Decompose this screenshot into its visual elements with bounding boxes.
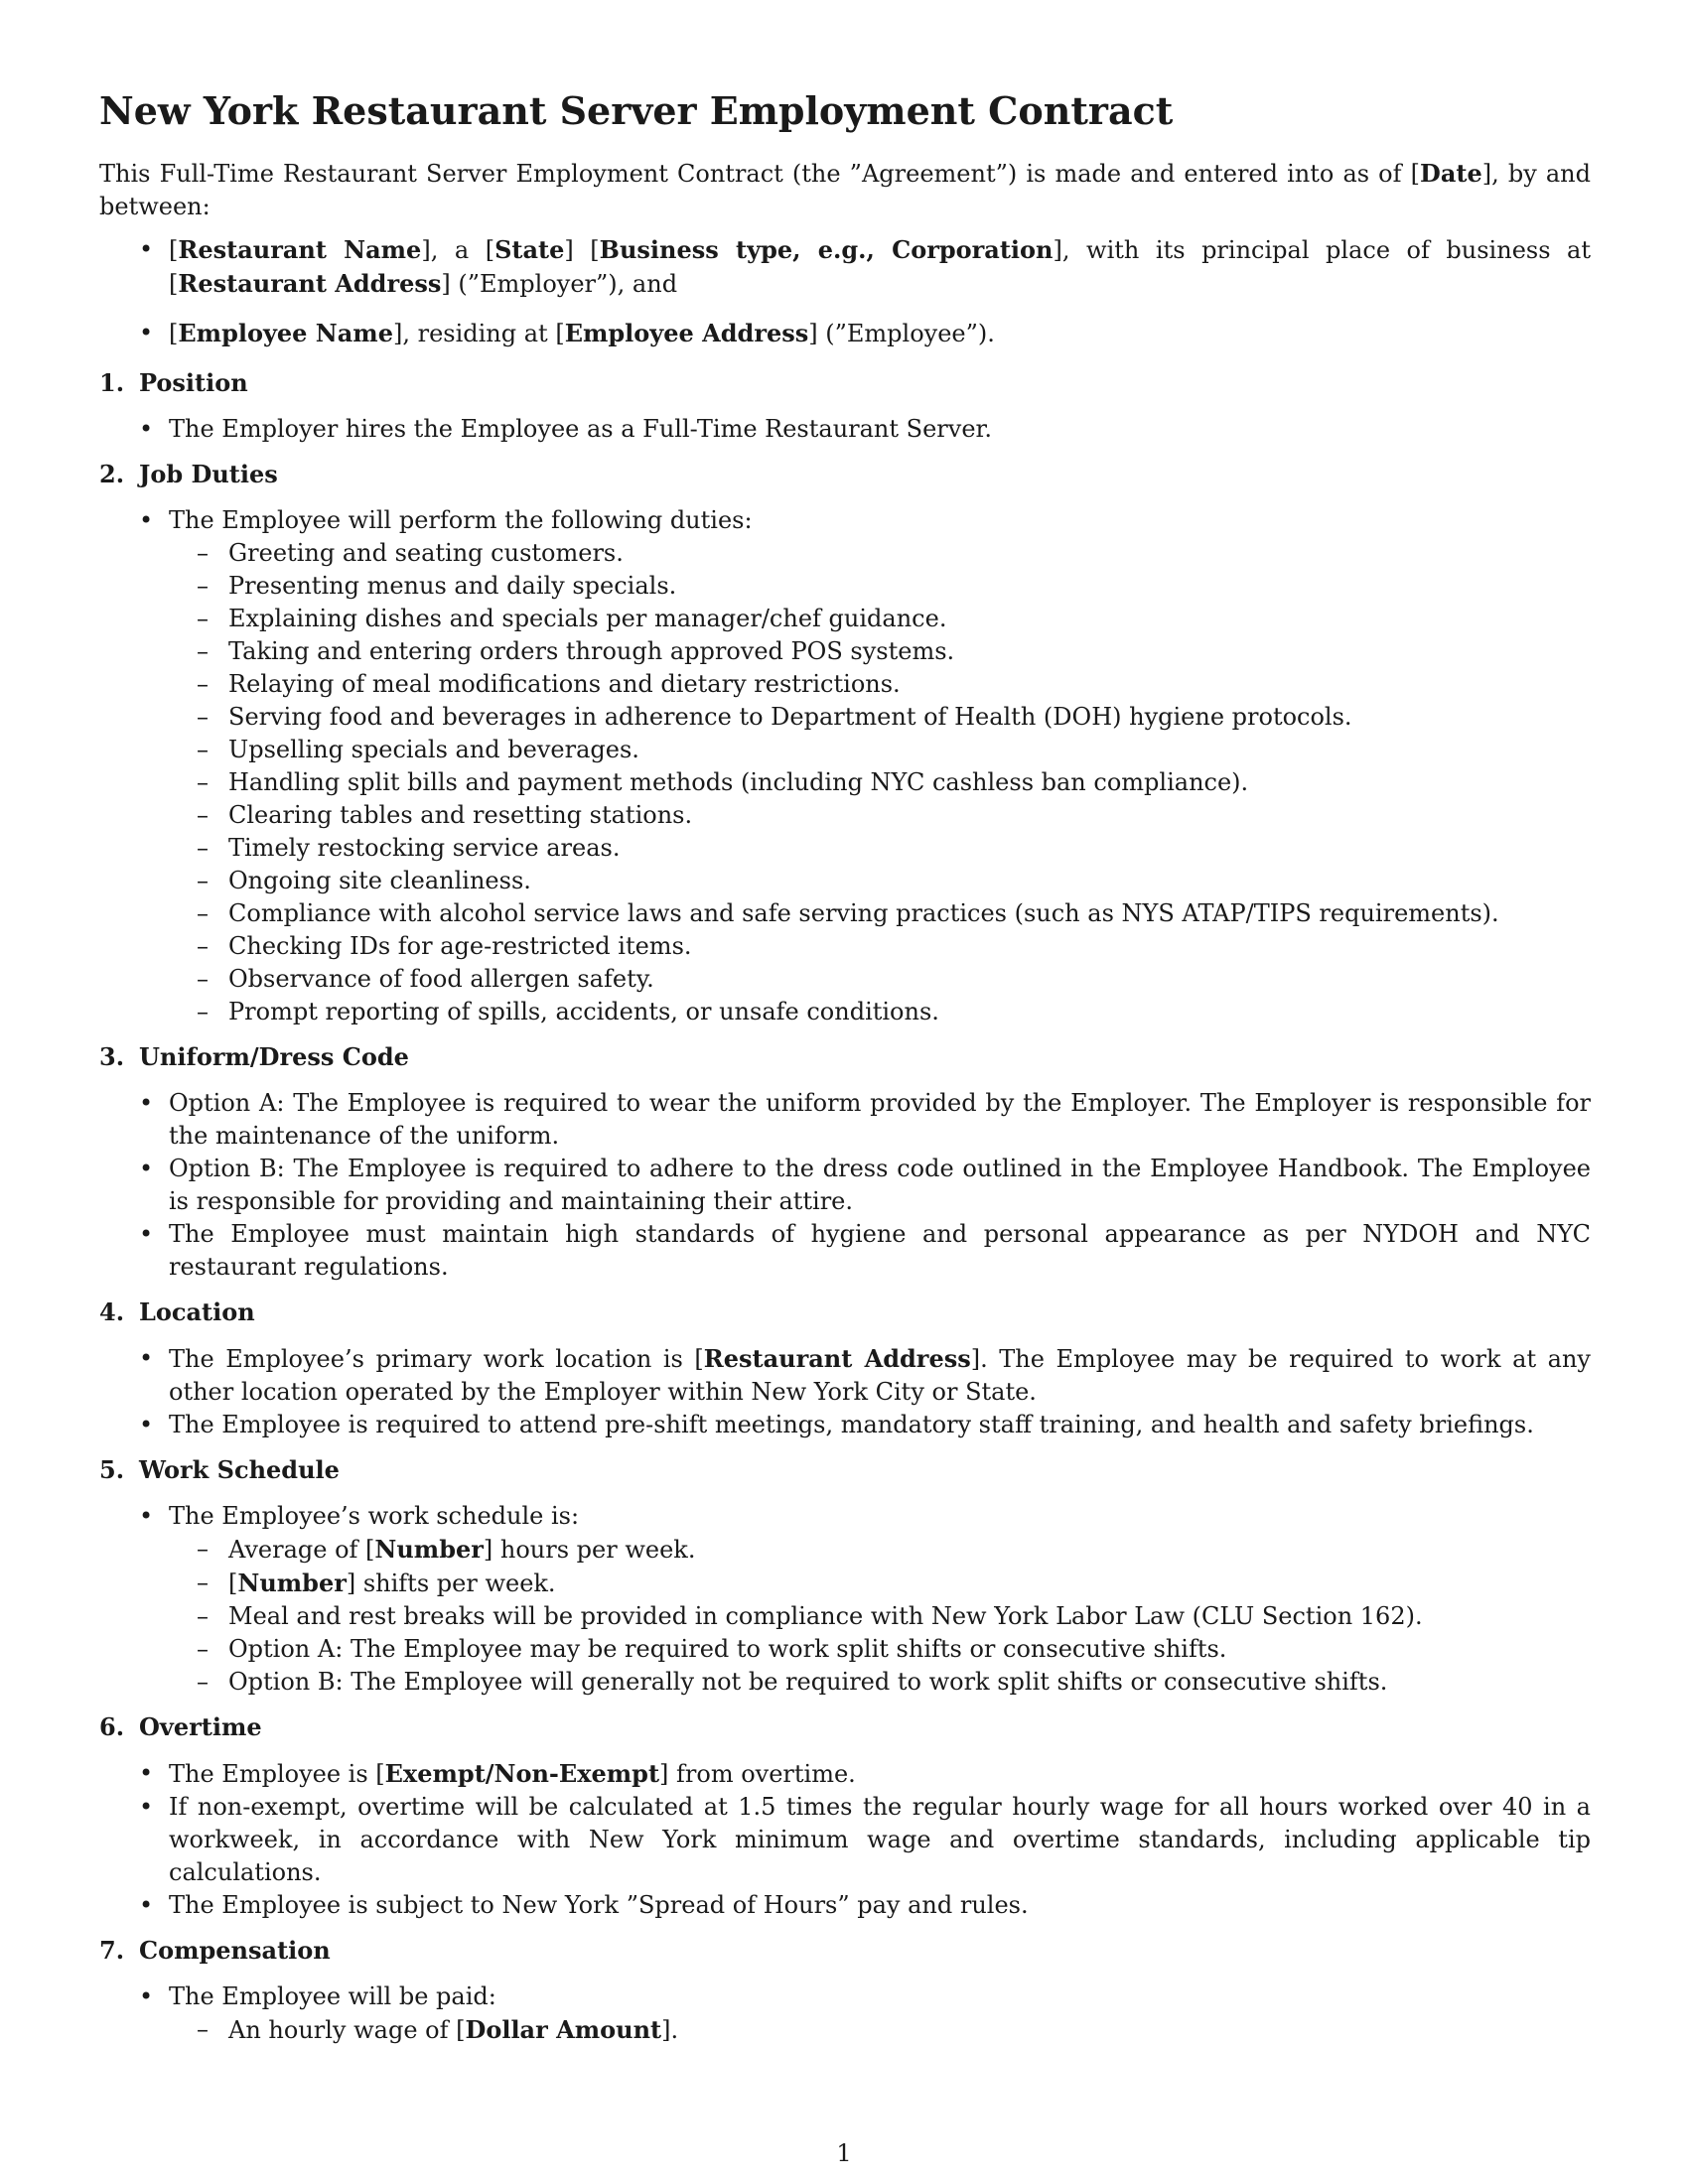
list-item: • Option A: The Employee is required to wear the uniform provided by the Employer. The Employer is responsible for the maintenance of the uniform. (139, 1089, 1591, 1150)
intro-text: This Full-Time Restaurant Server Employment Contract (the ”Agreement”) is made and entered into as of [ (99, 160, 1420, 188)
sub-item: – Greeting and seating customers. (197, 539, 624, 567)
restaurant-name-placeholder: Restaurant Name (178, 235, 422, 264)
list-item: • The Employee must maintain high standards of hygiene and personal appearance as per NYDOH and NYC restaurant regulations. (139, 1220, 1591, 1281)
sub-item: – Serving food and beverages in adherence to Department of Health (DOH) hygiene protocols. (197, 703, 1352, 731)
list-item: • The Employer hires the Employee as a Full-Time Restaurant Server. (139, 415, 993, 443)
sub-item: – Handling split bills and payment methods (including NYC cashless ban compliance). (197, 768, 1249, 796)
list-item: • The Employee’s primary work location is [Restaurant Address]. The Employee may be required to work at any other location operated by the Employer within New York City or State. (139, 1344, 1591, 1406)
sub-item: – Upselling specials and beverages. (197, 736, 639, 763)
section-heading: 5. Work Schedule (99, 1455, 340, 1484)
employee-address-placeholder: Employee Address (564, 319, 809, 347)
date-placeholder: Date (1420, 159, 1482, 188)
section-heading: 2. Job Duties (99, 460, 278, 488)
section-overtime (99, 1710, 1591, 1922)
duties-sublist (169, 537, 1591, 1028)
list-item: • Option B: The Employee is required to adhere to the dress code outlined in the Employee Handbook. The Employee is responsible for providing and maintaining their attire. (139, 1155, 1591, 1215)
sub-item: – Clearing tables and resetting stations. (197, 801, 693, 829)
list-item: • The Employee’s work schedule is: – Average of [Number] hours per week. – [Number] shifts per week. – Meal and rest breaks will be provided in compliance with New York Labor Law (CLU Section 162). – Option A: The Employee may be required to work split shifts or consecutive shifts. – Option B: The Employee will generally not be required to work split shifts or consecutive shifts. (99, 1500, 1591, 1699)
section-work-schedule (99, 1453, 1591, 1699)
list-item: • The Employee is subject to New York ”Spread of Hours” pay and rules. (139, 1891, 1029, 1919)
bullet-icon: • (139, 235, 154, 263)
sub-item: – Meal and rest breaks will be provided in compliance with New York Labor Law (CLU Section 162). (197, 1602, 1423, 1630)
section-uniform (99, 1040, 1591, 1284)
sub-item: – Relaying of meal modifications and dietary restrictions. (197, 670, 901, 698)
intro-text-end: ], by and between: (99, 160, 1591, 220)
business-type-placeholder: Business type, e.g., Corporation (599, 235, 1054, 264)
parties-list (99, 233, 1591, 350)
intro-paragraph (99, 157, 1591, 223)
section-heading: 3. Uniform/Dress Code (99, 1042, 409, 1071)
section-heading: 1. Position (99, 368, 248, 397)
restaurant-address-placeholder: Restaurant Address (703, 1344, 971, 1373)
restaurant-address-placeholder: Restaurant Address (178, 269, 442, 298)
list-item: • The Employee is [Exempt/Non-Exempt] from overtime. (139, 1759, 856, 1788)
number-placeholder: Number (237, 1569, 347, 1597)
bullet-icon: • (139, 319, 154, 346)
employee-name-placeholder: Employee Name (178, 319, 393, 347)
section-heading: 7. Compensation (99, 1936, 331, 1965)
list-item: • The Employee will perform the following duties: – Greeting and seating customers. – Presenting menus and daily specials. – Explaining dishes and specials per manager/chef guidance. – Taking and entering orders through approved POS systems. – Relaying of meal modifications and dietary restrictions. – Serving food and beverages in adherence to Department of Health (DOH) hygiene protocols. – Upselling specials and beverages. – Handling split bills and payment methods (including NYC cashless ban compliance). – Clearing tables and resetting stations. – Timely restocking service areas. – Ongoing site cleanliness. – Compliance with alcohol service laws and safe serving practices (such as NYS ATAP/TIPS requirements). – Checking IDs for age-restricted items. – Observance of food allergen safety. – Prompt reporting of spills, accidents, or unsafe conditions. (99, 504, 1591, 1028)
section-heading: 6. Overtime (99, 1712, 262, 1741)
sub-item: – [Number] shifts per week. (197, 1569, 556, 1597)
sub-item: – Taking and entering orders through approved POS systems. (197, 637, 955, 665)
list-item: • If non-exempt, overtime will be calculated at 1.5 times the regular hourly wage for all hours worked over 40 in a workweek, in accordance with New York minimum wage and overtime standards, including applicable tip calculations. (139, 1793, 1591, 1886)
number-placeholder: Number (374, 1535, 484, 1564)
sub-item: – Checking IDs for age-restricted items. (197, 932, 692, 960)
section-heading: 4. Location (99, 1297, 255, 1326)
page-title: New York Restaurant Server Employment Contract (99, 88, 1174, 133)
sub-item: – Explaining dishes and specials per manager/chef guidance. (197, 605, 947, 632)
schedule-sublist (169, 1533, 1591, 1699)
sub-item: – Presenting menus and daily specials. (197, 572, 677, 600)
sub-item: – Observance of food allergen safety. (197, 965, 654, 993)
employee-party: • [Employee Name], residing at [Employee Address] (”Employee”). (139, 319, 995, 347)
sub-item: – Option A: The Employee may be required to work split shifts or consecutive shifts. (197, 1635, 1227, 1663)
state-placeholder: State (494, 235, 565, 264)
sub-item: – Option B: The Employee will generally not be required to work split shifts or consecutive shifts. (197, 1668, 1388, 1696)
sub-item: – Timely restocking service areas. (197, 834, 621, 862)
section-location (99, 1296, 1591, 1441)
sub-item: – Ongoing site cleanliness. (197, 867, 531, 894)
sub-item: – An hourly wage of [Dollar Amount]. (197, 2015, 679, 2044)
employer-party: • [Restaurant Name], a [State] [Business type, e.g., Corporation], with its principal place of business at [Restaurant Address] (”Employer”), and (139, 235, 1592, 298)
list-item: • The Employee will be paid: – An hourly wage of [Dollar Amount]. (99, 1980, 1591, 2047)
section-compensation (99, 1934, 1591, 2047)
document-page (99, 87, 1591, 2059)
sub-item: – Average of [Number] hours per week. (197, 1535, 696, 1564)
list-item: • The Employee is required to attend pre-shift meetings, mandatory staff training, and health and safety briefings. (139, 1411, 1534, 1438)
dollar-amount-placeholder: Dollar Amount (465, 2015, 662, 2044)
section-position (99, 366, 1591, 446)
sub-item: – Prompt reporting of spills, accidents, or unsafe conditions. (197, 998, 939, 1025)
section-job-duties (99, 458, 1591, 1028)
compensation-sublist (169, 2013, 1591, 2047)
exempt-placeholder: Exempt/Non-Exempt (384, 1759, 660, 1788)
page-number: 1 (836, 2139, 852, 2167)
sub-item: – Compliance with alcohol service laws and safe serving practices (such as NYS ATAP/TIPS requirements). (197, 899, 1499, 927)
